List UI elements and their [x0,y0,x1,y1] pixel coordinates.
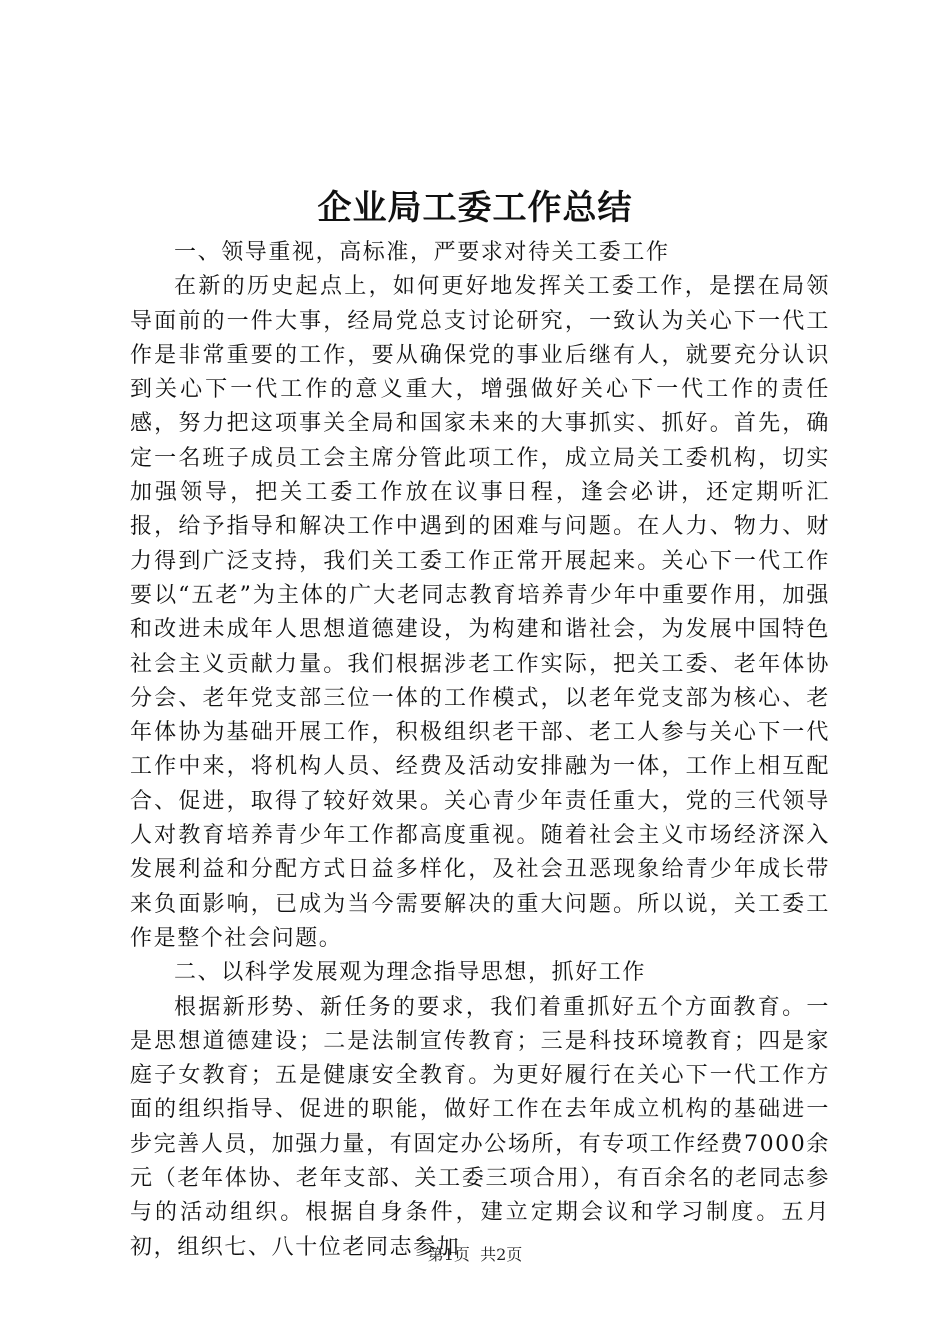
page-footer [0,1244,950,1266]
body-paragraph-1: 在新的历史起点上，如何更好地发挥关工委工作，是摆在局领导面前的一件大事，经局党总支讨论研究，一致认为关心下一代工作是非常重要的工作，要从确保党的事业后继有人，就要充分认识到关心下一代工作的意义重大，增强做好关心下一代工作的责任感，努力把这项事关全局和国家未来的大事抓实、抓好。首先，确定一名班子成员工会主席分管此项工作，成立局关工委机构，切实加强领导，把关工委工作放在议事日程，逢会必讲，还定期听汇报，给予指导和解决工作中遇到的困难与问题。在人力、物力、财力得到广泛支持，我们关工委工作正常开展起来。关心下一代工作要以“五老”为主体的广大老同志教育培养青少年中重要作用，加强和改进未成年人思想道德建设，为构建和谐社会，为发展中国特色社会主义贡献力量。我们根据涉老工作实际，把关工委、老年体协分会、老年党支部三位一体的工作模式，以老年党支部为核心、老年体协为基础开展工作，积极组织老干部、老工人参与关心下一代工作中来，将机构人员、经费及活动安排融为一体，工作上相互配合、促进，取得了较好效果。关心青少年责任重大，党的三代领导人对教育培养青少年工作都高度重视。随着社会主义市场经济深入发展利益和分配方式日益多样化，及社会丑恶现象给青少年成长带来负面影响，已成为当今需要解决的重大问题。所以说，关工委工作是整个社会问题。 [130,274,830,951]
document-title: 企业局工委工作总结 [317,188,633,228]
document-body [130,236,830,1265]
section-heading-1: 一、领导重视，高标准，严要求对待关工委工作 [174,240,670,265]
body-paragraph-2: 根据新形势、新任务的要求，我们着重抓好五个方面教育。一是思想道德建设；二是法制宣传教育；三是科技环境教育；四是家庭子女教育；五是健康安全教育。为更好履行在关心下一代工作方面的组织指导、促进的职能，做好工作在去年成立机构的基础进一步完善人员，加强力量，有固定办公场所，有专项工作经费7000余元（老年体协、老年支部、关工委三项合用），有百余名的老同志参与的活动组织。根据自身条件，建立定期会议和学习制度。五月初，组织七、八十位老同志参加 [130,994,830,1260]
section-heading-2: 二、以科学发展观为理念指导思想，抓好工作 [174,960,647,986]
page-number: 第1页 共2页 [427,1245,523,1264]
